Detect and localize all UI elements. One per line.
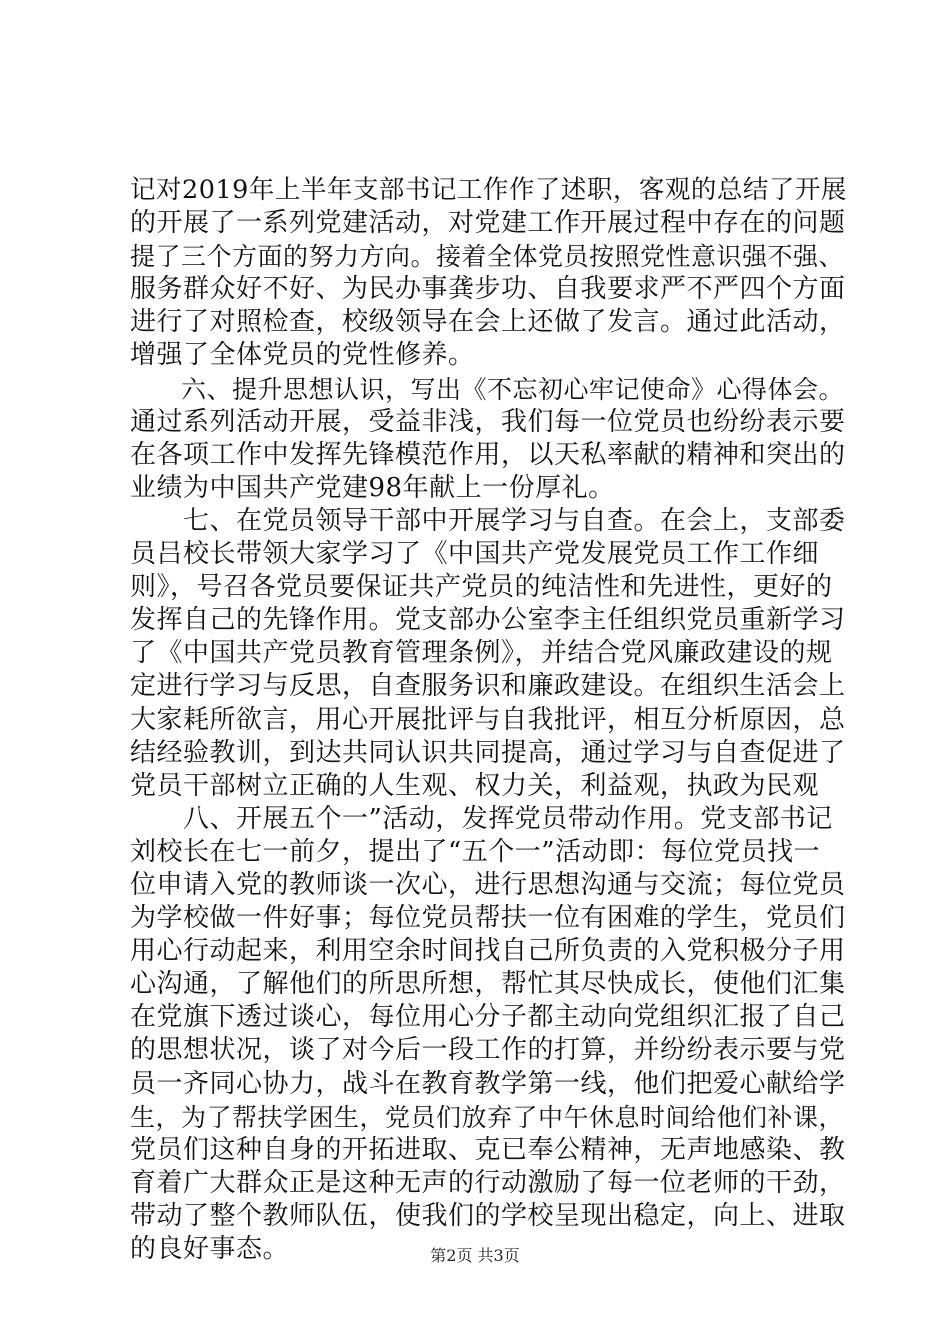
text-line: 用心行动起来，利用空余时间找自己所负责的入党积极分子用 bbox=[130, 936, 846, 967]
text-line: 发挥自己的先锋作用。党支部办公室李主任组织党员重新学习 bbox=[130, 605, 846, 636]
text-line: 位申请入党的教师谈一次心，进行思想沟通与交流；每位党员 bbox=[130, 869, 846, 900]
text-line: 带动了整个教师队伍，使我们的学校呈现出稳定，向上、进取 bbox=[130, 1200, 846, 1231]
text-line: 提了三个方面的努力方向。接着全体党员按照党性意识强不强、 bbox=[130, 242, 845, 272]
text-line: 育着广大群众正是这种无声的行动激励了每一位老师的干劲， bbox=[130, 1167, 846, 1198]
text-line: 员一齐同心协力，战斗在教育教学第一线，他们把爱心献给学 bbox=[130, 1068, 846, 1099]
page-footer: 第2页 共3页 bbox=[430, 1246, 520, 1265]
text-line: 为学校做一件好事；每位党员帮扶一位有困难的学生，党员们 bbox=[130, 903, 846, 934]
text-line: 结经验教训，到达共同认识共同提高，通过学习与自查促进了 bbox=[130, 737, 846, 768]
text-line: 的开展了一系列党建活动，对党建工作开展过程中存在的问题 bbox=[130, 208, 846, 239]
text-line: 七、在党员领导干部中开展学习与自查。在会上，支部委 bbox=[130, 505, 846, 536]
text-line: 八、开展五个一”活动，发挥党员带动作用。党支部书记 bbox=[130, 803, 833, 834]
text-line: 的良好事态。 bbox=[130, 1234, 290, 1264]
text-line: 的思想状况，谈了对今后一段工作的打算，并纷纷表示要与党 bbox=[130, 1035, 846, 1066]
text-line: 通过系列活动开展，受益非浅，我们每一位党员也纷纷表示要 bbox=[130, 406, 846, 437]
text-line: 大家耗所欲言，用心开展批评与自我批评，相互分析原因，总 bbox=[130, 704, 846, 735]
text-line: 心沟通，了解他们的所思所想，帮忙其尽快成长，使他们汇集 bbox=[130, 969, 846, 1000]
text-line: 生，为了帮扶学困生，党员们放弃了中午休息时间给他们补课， bbox=[130, 1102, 845, 1132]
document-body bbox=[130, 174, 850, 1266]
text-line: 在党旗下透过谈心，每位用心分子都主动向党组织汇报了自己 bbox=[130, 1002, 846, 1033]
text-line: 党员们这种自身的开拓进取、克已奉公精神，无声地感染、教 bbox=[130, 1134, 846, 1165]
text-line: 服务群众好不好、为民办事龚步功、自我要求严不严四个方面 bbox=[130, 274, 846, 305]
text-line: 了《中国共产党员教育管理条例》，并结合党风廉政建设的规 bbox=[130, 638, 833, 669]
text-line: 则》，号召各党员要保证共产党员的纯洁性和先进性，更好的 bbox=[130, 572, 833, 603]
text-line: 定进行学习与反思，自查服务识和廉政建设。在组织生活会上 bbox=[130, 671, 846, 702]
text-line: 党员干部树立正确的人生观、权力关，利益观，执政为民观 bbox=[130, 770, 820, 801]
text-line: 增强了全体党员的党性修养。 bbox=[130, 340, 475, 371]
text-line: 在各项工作中发挥先锋模范作用，以天私率献的精神和突出的 bbox=[130, 439, 846, 470]
text-line: 员吕校长带领大家学习了《中国共产党发展党员工作工作细 bbox=[130, 539, 820, 570]
text-line: 业绩为中国共产党建98年献上一份厚礼。 bbox=[130, 472, 615, 503]
text-line: 刘校长在七一前夕，提出了“五个一”活动即：每位党员找一 bbox=[130, 836, 821, 867]
text-line: 六、提升思想认识，写出《不忘初心牢记使命》心得体会。 bbox=[130, 374, 845, 404]
text-line: 记对2019年上半年支部书记工作作了述职，客观的总结了开展 bbox=[130, 175, 847, 205]
text-line: 进行了对照检查，校级领导在会上还做了发言。通过此活动， bbox=[130, 307, 846, 338]
